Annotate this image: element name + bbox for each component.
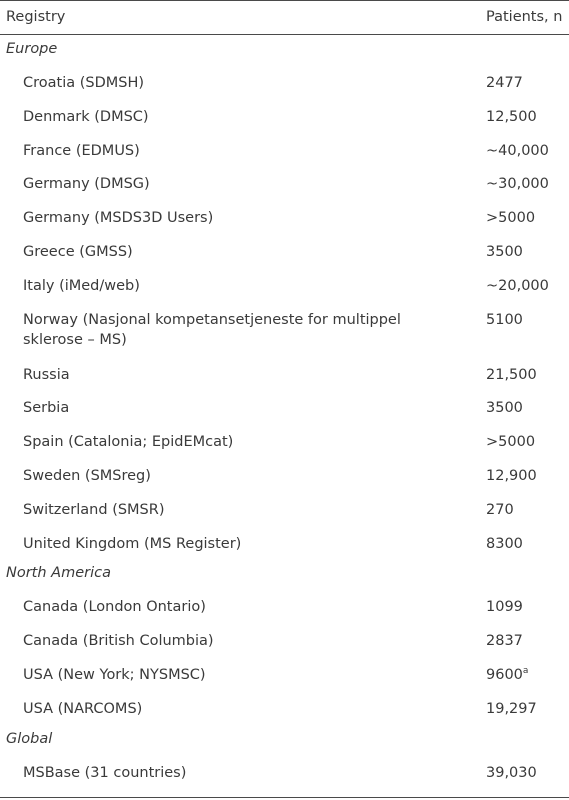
registry-name: Germany (MSDS3D Users): [23, 210, 214, 227]
registry-name: USA (New York; NYSMSC): [23, 666, 206, 683]
table-row: [0, 302, 569, 357]
table-row: [0, 99, 569, 133]
registry-name: USA (NARCOMS): [23, 700, 143, 717]
registry-name: Sweden (SMSreg): [23, 467, 151, 484]
registry-name: United Kingdom (MS Register): [23, 535, 242, 552]
registry-name: Croatia (SDMSH): [23, 75, 145, 91]
registry-name: Germany (DMSG): [23, 176, 150, 193]
patients-count: >5000: [486, 434, 536, 451]
patients-count: 39,030: [486, 764, 537, 781]
patients-count: 1099: [486, 599, 523, 616]
section-row-global: [0, 725, 569, 755]
section-row-north-america: [0, 559, 569, 589]
registry-name: Russia: [23, 366, 70, 383]
patients-count-with-footnote: [486, 665, 528, 685]
table-row: [0, 691, 569, 725]
table-row: [0, 526, 569, 560]
patients-count: 12,500: [486, 108, 537, 125]
patients-count: 3500: [486, 243, 523, 260]
patients-count: 9600: [486, 666, 523, 683]
registry-name: Italy (iMed/web): [23, 277, 140, 294]
table-row: [0, 234, 569, 268]
section-label: Global: [6, 730, 53, 747]
table-header: [0, 0, 569, 34]
table-row: [0, 755, 569, 789]
table-row: [0, 133, 569, 167]
patients-count: 12,900: [486, 467, 537, 484]
patients-count: 19,297: [486, 700, 537, 717]
registry-name: Norway (Nasjonal kompetansetjeneste for multippel sklerose – MS): [23, 311, 401, 348]
table-row: [0, 268, 569, 302]
table-row: [0, 390, 569, 424]
table-row: [0, 589, 569, 623]
registry-name: Spain (Catalonia; EpidEMcat): [23, 434, 234, 451]
patients-count: 3500: [486, 400, 523, 417]
patients-count: 2477: [486, 75, 523, 91]
registry-name: Switzerland (SMSR): [23, 501, 165, 518]
table-row: [0, 65, 569, 99]
column-header-registry: Registry: [6, 9, 66, 25]
table-row: [0, 492, 569, 526]
footnote-marker: a: [522, 666, 529, 677]
table-row: [0, 458, 569, 492]
patients-count: ~20,000: [486, 277, 549, 294]
column-header-patients: Patients, n: [486, 9, 563, 25]
registry-name: Denmark (DMSC): [23, 108, 149, 125]
section-label: Europe: [6, 41, 58, 57]
registry-name: Canada (British Columbia): [23, 633, 214, 650]
table-row: [0, 166, 569, 200]
registry-name: Serbia: [23, 400, 70, 417]
patients-count: 8300: [486, 535, 523, 552]
patients-count: ~30,000: [486, 176, 549, 193]
registry-name: Greece (GMSS): [23, 243, 133, 260]
table-bottom-rule: [0, 797, 569, 798]
table-row: [0, 623, 569, 657]
patients-count: 5100: [486, 311, 523, 328]
table-body: [0, 35, 569, 788]
registry-name: Canada (London Ontario): [23, 599, 206, 616]
section-row-europe: [0, 35, 569, 65]
patients-count: 270: [486, 501, 514, 518]
table-row: [0, 200, 569, 234]
patients-count: >5000: [486, 210, 536, 227]
patients-count: 21,500: [486, 366, 537, 383]
section-label: North America: [6, 565, 111, 582]
patients-count: 2837: [486, 633, 523, 650]
patients-count: ~40,000: [486, 142, 549, 159]
table-row: [0, 357, 569, 391]
registry-name: MSBase (31 countries): [23, 764, 187, 781]
registry-name: France (EDMUS): [23, 142, 140, 159]
table-row: [0, 657, 569, 691]
table-row: [0, 424, 569, 458]
